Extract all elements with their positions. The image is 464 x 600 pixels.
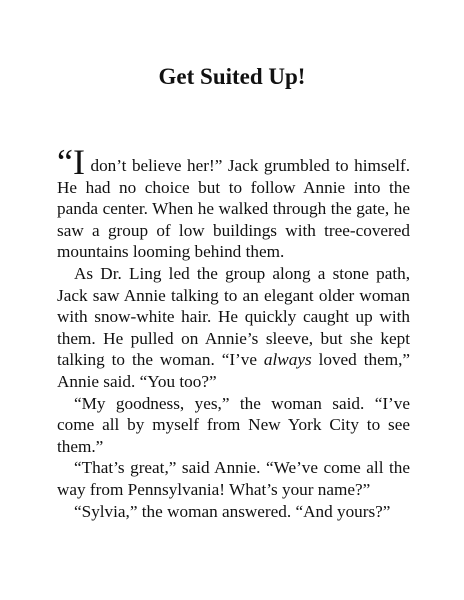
paragraph-3: “My goodness, yes,” the woman said. “I’ve come all by myself from New York City to see them.” <box>57 393 410 456</box>
paragraph-5: “Sylvia,” the woman answered. “And yours?” <box>74 501 391 521</box>
paragraph-2 <box>57 263 410 393</box>
emphasis-always: always <box>263 350 312 370</box>
paragraph-2-text-before: As Dr. Ling led the group along a stone path, Jack saw Annie talking to an elegant older woman with snow-white hair. He quickly caught up with them. He pulled on Annie’s sleeve, but she kept talking to the woman. “I’ve <box>57 263 410 370</box>
paragraph-1 <box>57 142 410 263</box>
paragraph-4: “That’s great,” said Annie. “We’ve come all the way from Pennsylvania! What’s your name?” <box>57 458 410 499</box>
body-text <box>57 142 410 522</box>
paragraph-1-text: don’t believe her!” Jack grumbled to himself. He had no choice but to follow Annie into the panda center. When he walked through the gate, he saw a group of low buildings with tree-covered mountains looming behind them. <box>57 156 410 262</box>
drop-cap: “I <box>57 142 85 182</box>
chapter-title: Get Suited Up! <box>158 64 306 89</box>
paragraph-2-text-after: loved them,” Annie said. “You too?” <box>57 350 410 391</box>
